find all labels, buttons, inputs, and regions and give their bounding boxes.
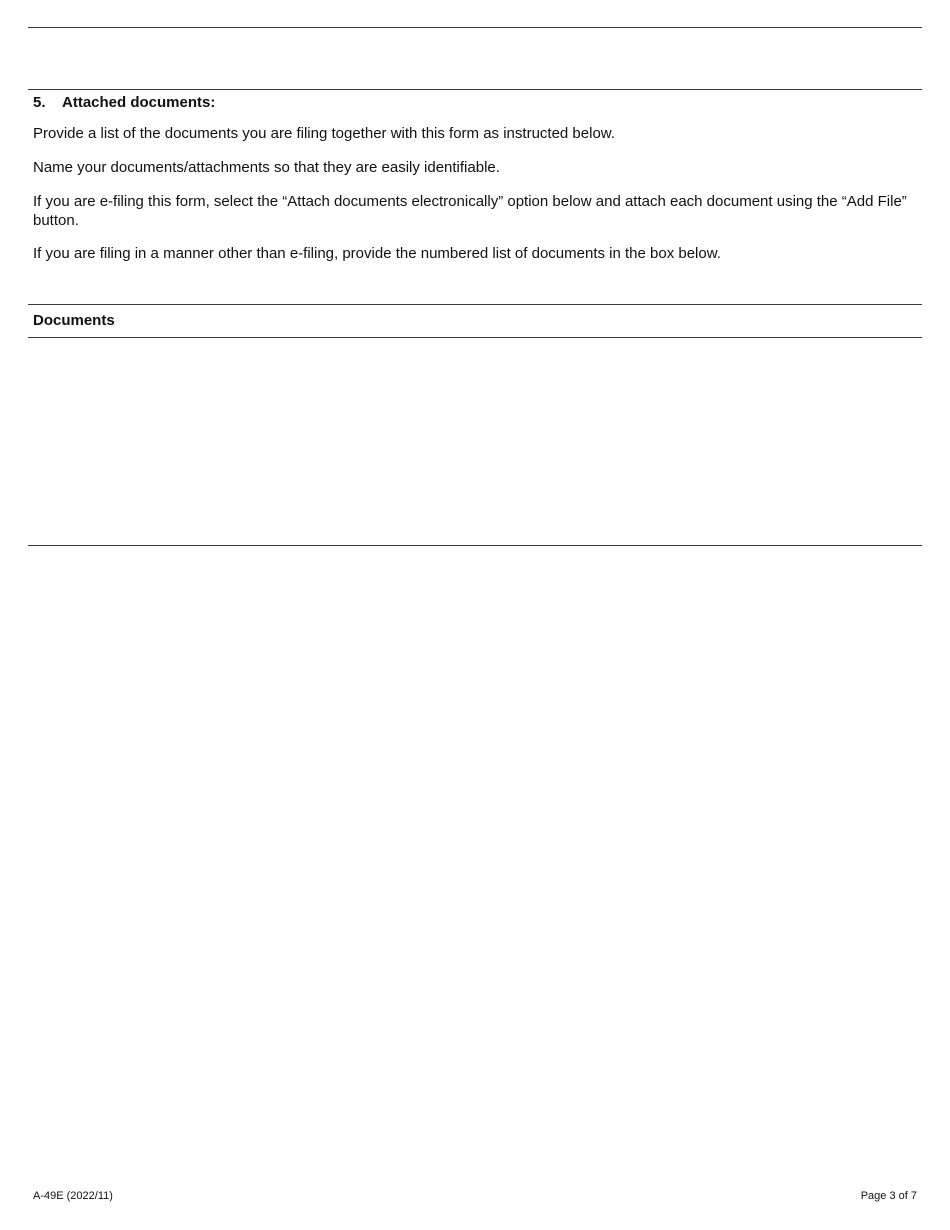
page-number: Page 3 of 7 (860, 1190, 917, 1202)
documents-box-top-rule (28, 304, 922, 305)
section-number: 5. (33, 94, 46, 111)
section-top-rule (28, 89, 922, 90)
documents-box-header-rule (28, 337, 922, 338)
instruction-paragraph: If you are filing in a manner other than e-filing, provide the numbered list of documents in the box below. (33, 245, 721, 262)
instruction-paragraph: Name your documents/attachments so that they are easily identifiable. (33, 159, 500, 176)
documents-box-title: Documents (33, 312, 115, 329)
top-rule (28, 27, 922, 28)
form-code: A-49E (2022/11) (33, 1190, 113, 1202)
documents-box-bottom-rule (28, 545, 922, 546)
instruction-paragraph: If you are e-filing this form, select the “Attach documents electronically” option below and attach each document using the “Add File” button. (33, 193, 907, 229)
section-title: Attached documents: (62, 94, 216, 111)
section-heading (33, 93, 215, 112)
instruction-paragraph: Provide a list of the documents you are filing together with this form as instructed below. (33, 125, 615, 142)
documents-text-area[interactable] (28, 339, 922, 544)
